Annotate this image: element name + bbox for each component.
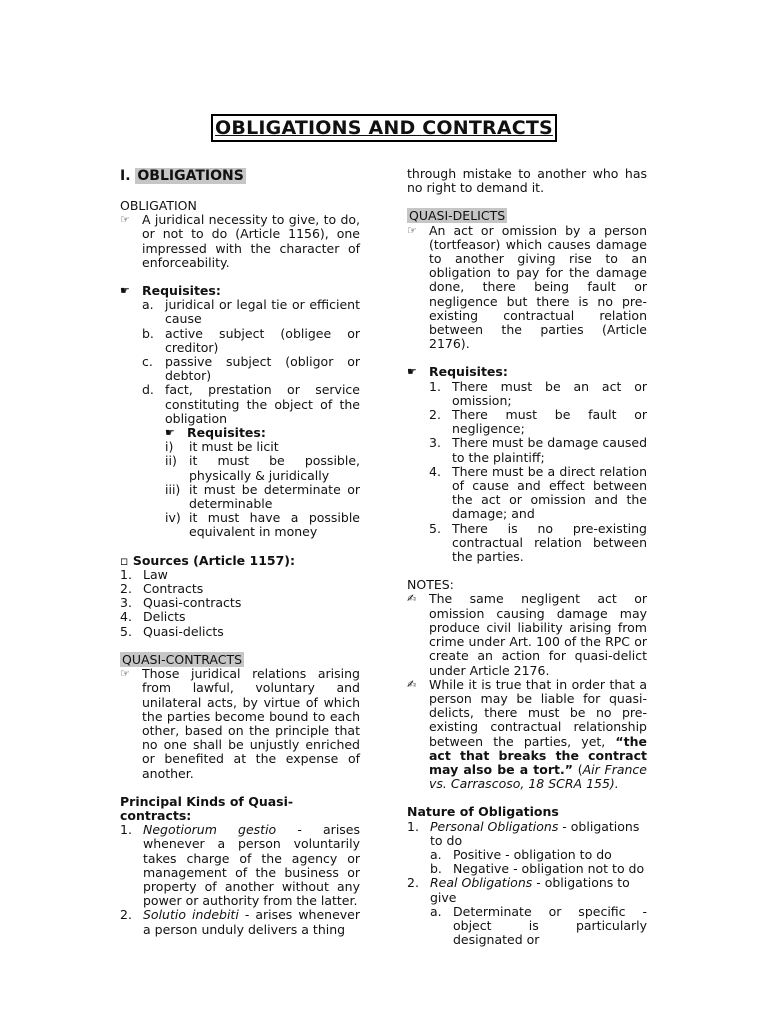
list-item: b. Negative - obligation not to do (430, 861, 645, 877)
writing-hand-icon: ✍ (407, 677, 417, 691)
continuation-text: through mistake to another who has no right to demand it. (407, 166, 647, 196)
section-number: I. (120, 168, 131, 184)
list-item: 2. Real Obligations - obligations to give (407, 875, 630, 905)
list-item: 4. Delicts (120, 609, 186, 625)
note-item: ✍ The same negligent act or omission causing damage may produce civil liability arising from crime under Art. 100 of the RPC or create an action for quasi-delict under Article 2176. (407, 591, 647, 678)
obligation-heading: OBLIGATION (120, 198, 197, 213)
list-item: 2. Solutio indebiti - arises whenever a person unduly delivers a thing (120, 907, 360, 937)
square-bullet-icon: ▫ (120, 552, 129, 568)
list-item: d. fact, prestation or service constituting the object of the obligation (142, 382, 360, 426)
list-item: 1. Law (120, 566, 168, 582)
quasi-delicts-heading: QUASI-DELICTS (409, 208, 506, 224)
requisites-heading: ☛ Requisites: (120, 283, 221, 299)
list-item: a. juridical or legal tie or efficient cause (142, 297, 360, 327)
pointing-hand-icon: ☛ (165, 426, 175, 440)
requisites-heading: ☛ Requisites: (407, 364, 508, 380)
right-column (407, 167, 647, 947)
section-title: OBLIGATIONS (137, 168, 244, 184)
writing-hand-icon: ✍ (407, 592, 417, 606)
list-item: 2. There must be fault or negligence; (429, 407, 647, 437)
section-heading (120, 167, 360, 186)
obligation-definition: ☞ A juridical necessity to give, to do, or not to do (Article 1156), one impressed with the character of enforceability. (120, 212, 360, 270)
sub-requisites (165, 426, 360, 540)
pointing-hand-icon: ☞ (120, 213, 130, 227)
quasi-contracts-definition: ☞ Those juridical relations arising from lawful, voluntary and unilateral acts, by virtue of which the parties become bound to each other, based on the principle that no one shall be unjustly enriched or benefited at the expense of another. (120, 666, 360, 781)
list-item: a. Positive - obligation to do (430, 846, 612, 862)
list-item: iv) it must have a possible equivalent in money (165, 510, 360, 540)
sub-list (430, 905, 647, 948)
list-item: b. active subject (obligee or creditor) (142, 325, 360, 355)
notes-heading: NOTES: (407, 577, 454, 593)
list-item: a. Determinate or specific - object is particularly designated or (430, 903, 647, 948)
list-item: c. passive subject (obligor or debtor) (142, 354, 360, 384)
left-column (120, 167, 360, 937)
list-item: 4. There must be a direct relation of cause and effect between the act or omission and the damage; and (429, 463, 647, 522)
sources-list (120, 568, 360, 639)
requisites-list (142, 298, 360, 539)
document-title: OBLIGATIONS AND CONTRACTS (211, 114, 557, 142)
list-item: 5. Quasi-delicts (120, 623, 224, 639)
pointing-hand-icon: ☞ (407, 223, 417, 237)
document-title-wrap (0, 114, 768, 142)
list-item: 1. Personal Obligations - obligations to do (407, 818, 640, 848)
list-item: ii) it must be possible, physically & juridically (165, 453, 360, 483)
sub-requisites-heading: ☛ Requisites: (165, 425, 266, 441)
list-item: 3. Quasi-contracts (120, 595, 242, 611)
list-item: 1. There must be an act or omission; (429, 378, 647, 408)
pointing-hand-icon: ☛ (407, 365, 417, 379)
pointing-hand-icon: ☞ (120, 667, 130, 681)
quasi-delicts-definition: ☞ An act or omission by a person (tortfeasor) which causes damage to another giving rise to an obligation to pay for the damage done, there being fault or negligence but there is no pre-existing contractual relation between the parties (Article 2176). (407, 222, 647, 352)
requisites-list (429, 380, 647, 565)
pointing-hand-icon: ☛ (120, 284, 130, 298)
sources-heading: ▫ Sources (Article 1157): (120, 552, 296, 568)
list-item: 3. There must be damage caused to the plaintiff; (429, 435, 647, 465)
list-item: 5. There is no pre-existing contractual relation between the parties. (429, 520, 647, 565)
note-item: ✍ While it is true that in order that a person may be liable for quasi-delicts, there must be no pre-existing contractual relationship between the parties, yet, “the act that breaks the contract may also be a tort.” (Air France vs. Carrascoso, 18 SCRA 155). (407, 676, 647, 792)
sub-list (430, 848, 647, 876)
nature-heading: Nature of Obligations (407, 804, 559, 820)
list-item: iii) it must be determinate or determinable (165, 481, 360, 512)
list-item: 1. Negotiorum gestio - arises whenever a person voluntarily takes charge of the agency or management of the business or property of another without any power or authority from the latter. (120, 822, 361, 909)
list-item: i) it must be licit (165, 439, 279, 455)
list-item: 2. Contracts (120, 581, 204, 597)
quasi-contracts-heading: QUASI-CONTRACTS (122, 651, 243, 667)
kinds-heading: Principal Kinds of Quasi-contracts: (120, 793, 294, 823)
